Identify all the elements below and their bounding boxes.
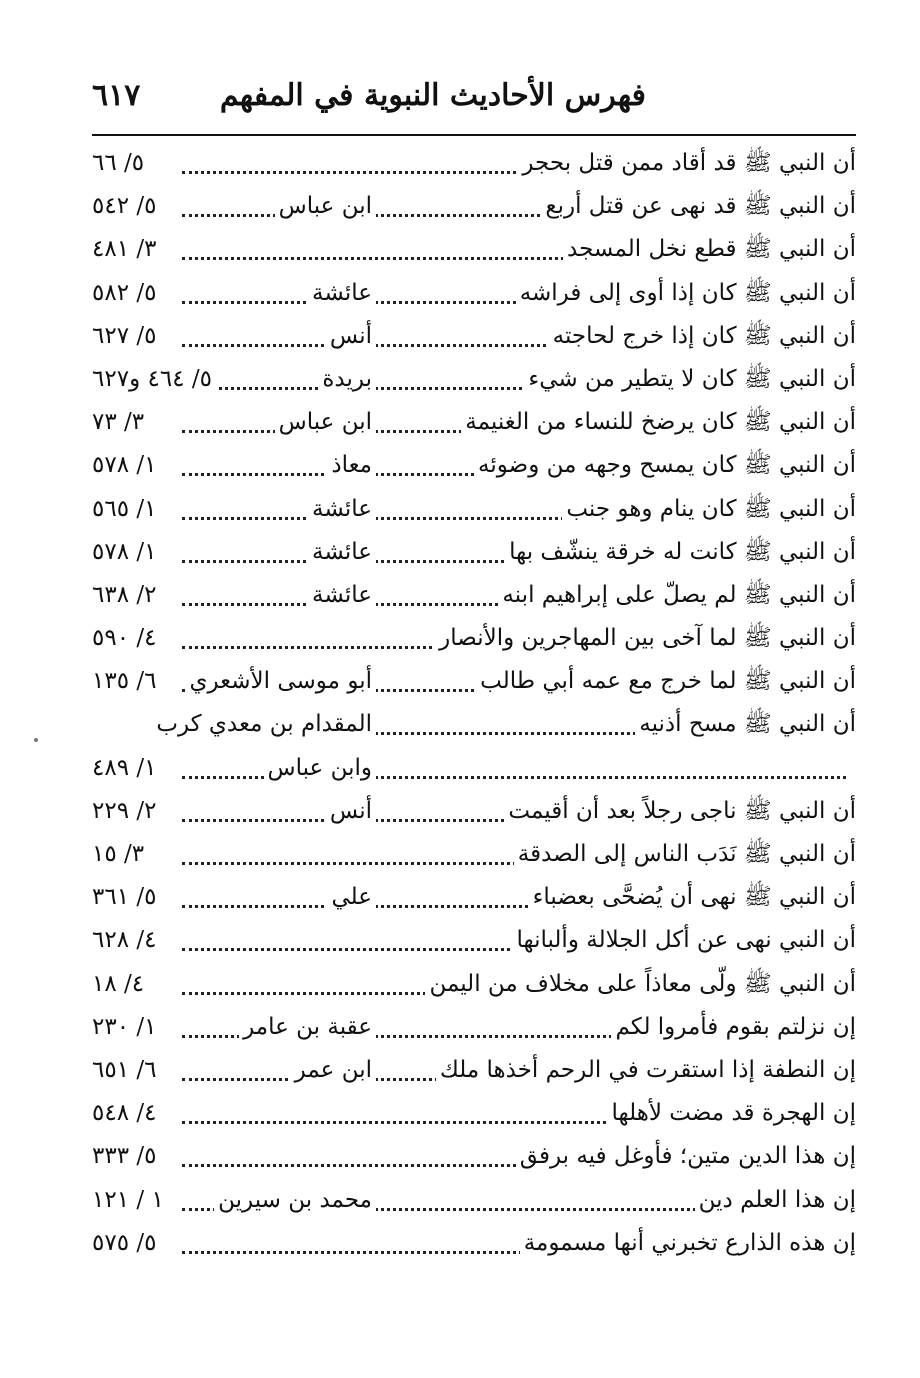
- volume-page-ref: ٤/ ٦٢٨: [92, 919, 160, 962]
- index-row: [92, 919, 856, 962]
- page-title: فهرس الأحاديث النبوية في المفهم: [219, 78, 646, 113]
- hadith-text: أن النبي ﷺ ولّى معاذاً على مخلاف من اليمن: [425, 963, 856, 1006]
- volume-page-ref: ١/ ٤٨٩: [92, 747, 160, 790]
- hadith-text: إن نزلتم بقوم فأمروا لكم: [611, 1006, 856, 1049]
- index-row: [92, 272, 856, 315]
- index-row: [92, 1135, 856, 1178]
- index-row: [92, 963, 856, 1006]
- volume-page-ref: ٣/ ٤٨١: [92, 228, 160, 271]
- hadith-text: أن النبي ﷺ كان يمسح وجهه من وضوئه: [474, 444, 856, 487]
- volume-page-ref: ٥/ ٣٦١: [92, 876, 160, 919]
- volume-page-ref: ٥/ ٣٣٣: [92, 1135, 160, 1178]
- hadith-text: أن النبي ﷺ كان يرضخ للنساء من الغنيمة: [461, 401, 856, 444]
- index-row: [92, 531, 856, 574]
- index-row: [92, 747, 856, 790]
- index-row: [92, 1179, 856, 1222]
- narrator-name: عائشة: [308, 272, 376, 315]
- index-row: [92, 1222, 856, 1265]
- volume-page-ref: ٤/ ٥٤٨: [92, 1092, 160, 1135]
- index-row: [92, 315, 856, 358]
- hadith-text: أن النبي ﷺ قد أقاد ممن قتل بحجر: [518, 142, 856, 185]
- hadith-text: أن النبي ﷺ كانت له خرقة ينشّف بها: [505, 531, 856, 574]
- index-row: [92, 228, 856, 271]
- index-row: [92, 617, 856, 660]
- index-row: [92, 703, 856, 746]
- volume-page-ref: ١/ ٥٧٨: [92, 444, 160, 487]
- index-row: [92, 1092, 856, 1135]
- index-row: [92, 833, 856, 876]
- volume-page-ref: ٥/ ٥٧٥: [92, 1222, 160, 1265]
- narrator-name: أنس: [326, 790, 376, 833]
- index-row: [92, 142, 856, 185]
- volume-page-ref: ١/ ٥٧٨: [92, 531, 160, 574]
- hadith-text: أن النبي ﷺ كان إذا أوى إلى فراشه: [516, 272, 856, 315]
- hadith-text: أن النبي ﷺ كان إذا خرج لحاجته: [549, 315, 856, 358]
- hadith-text: أن النبي ﷺ لما خرج مع عمه أبي طالب: [476, 660, 856, 703]
- hadith-text: أن النبي ﷺ كان ينام وهو جنب: [562, 488, 856, 531]
- hadith-text: إن هذا العلم دين: [695, 1179, 856, 1222]
- volume-page-ref: ٥/ ٤٦٤ و٦٢٧: [92, 358, 216, 401]
- volume-page-ref: ٥/ ٦٢٧: [92, 315, 160, 358]
- hadith-text: أن النبي ﷺ لم يصلّ على إبراهيم ابنه: [498, 574, 856, 617]
- index-row: [92, 1006, 856, 1049]
- hadith-text: إن هذه الذارع تخبرني أنها مسمومة: [520, 1222, 856, 1265]
- index-row: [92, 488, 856, 531]
- index-row: [92, 401, 856, 444]
- hadith-text: أن النبي ﷺ كان لا يتطير من شيء: [524, 358, 856, 401]
- narrator-name: أنس: [326, 315, 376, 358]
- narrator-name: بريدة: [318, 358, 376, 401]
- hadith-text: إن النطفة إذا استقرت في الرحم أخذها ملك: [436, 1049, 856, 1092]
- index-row: [92, 876, 856, 919]
- volume-page-ref: ٦/ ٦٥١: [92, 1049, 160, 1092]
- narrator-name: ابن عمر: [291, 1049, 376, 1092]
- narrator-name: عقبة بن عامر: [239, 1006, 376, 1049]
- volume-page-ref: ٣/ ١٥: [92, 833, 148, 876]
- narrator-name: أبو موسى الأشعري: [185, 660, 376, 703]
- narrator-name: علي: [327, 876, 376, 919]
- hadith-text: أن النبي ﷺ قطع نخل المسجد: [563, 228, 856, 271]
- hadith-text: أن النبي ﷺ لما آخى بين المهاجرين والأنصار: [435, 617, 856, 660]
- narrator-name: عائشة: [308, 574, 376, 617]
- page-header: [92, 78, 856, 130]
- volume-page-ref: ٦/ ١٣٥: [92, 660, 160, 703]
- margin-speck: [34, 738, 38, 742]
- narrator-name: ابن عباس: [275, 401, 376, 444]
- volume-page-ref: ٥/ ٥٤٢: [92, 185, 160, 228]
- volume-page-ref: ٥/ ٥٨٢: [92, 272, 160, 315]
- volume-page-ref: ١ / ١٢١: [92, 1179, 168, 1222]
- volume-page-ref: ١/ ٢٣٠: [92, 1006, 160, 1049]
- index-row: [92, 1049, 856, 1092]
- index-row: [92, 444, 856, 487]
- narrator-name: المقدام بن معدي كرب: [152, 703, 376, 746]
- narrator-name: ابن عباس: [275, 185, 376, 228]
- volume-page-ref: ٢/ ٢٢٩: [92, 790, 160, 833]
- hadith-text: أن النبي نهى عن أكل الجلالة وألبانها: [512, 919, 856, 962]
- volume-page-ref: ٤/ ٥٩٠: [92, 617, 160, 660]
- index-row: [92, 358, 856, 401]
- volume-page-ref: ٤/ ١٨: [92, 963, 148, 1006]
- volume-page-ref: ١/ ٥٦٥: [92, 488, 160, 531]
- narrator-name: عائشة: [308, 531, 376, 574]
- volume-page-ref: ٥/ ٦٦: [92, 142, 148, 185]
- index-row: [92, 574, 856, 617]
- hadith-text: أن النبي ﷺ ناجى رجلاً بعد أن أقيمت: [504, 790, 856, 833]
- hadith-text: أن النبي ﷺ نَدَب الناس إلى الصدقة: [514, 833, 856, 876]
- hadith-text: أن النبي ﷺ نهى أن يُضحَّى بعضباء: [529, 876, 856, 919]
- header-rule: [92, 134, 856, 136]
- index-row: [92, 660, 856, 703]
- index-row: [92, 790, 856, 833]
- hadith-text: إن الهجرة قد مضت لأهلها: [608, 1092, 857, 1135]
- hadith-text: أن النبي ﷺ مسح أذنيه: [635, 703, 856, 746]
- narrator-name: عائشة: [308, 488, 376, 531]
- narrator-name: وابن عباس: [264, 747, 376, 790]
- index-row: [92, 185, 856, 228]
- volume-page-ref: ٣/ ٧٣: [92, 401, 148, 444]
- narrator-name: محمد بن سيرين: [214, 1179, 376, 1222]
- volume-page-ref: ٢/ ٦٣٨: [92, 574, 160, 617]
- narrator-name: معاذ: [327, 444, 376, 487]
- hadith-index-list: [92, 142, 856, 1265]
- hadith-text: إن هذا الدين متين؛ فأوغل فيه برفق: [516, 1135, 856, 1178]
- hadith-text: أن النبي ﷺ قد نهى عن قتل أربع: [541, 185, 856, 228]
- page-number: ٦١٧: [92, 78, 141, 113]
